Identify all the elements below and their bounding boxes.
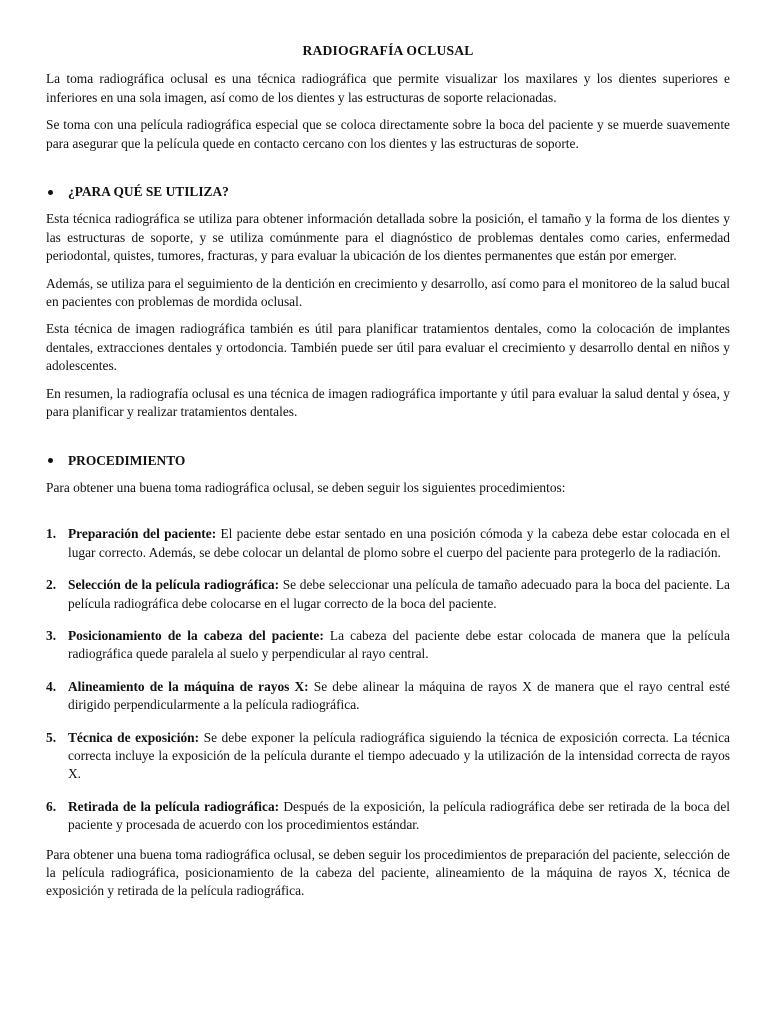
step-text: Después de la exposición, la película radiográfica debe ser retirada de la boca del paciente y procesada de acuerdo con los procedimientos estándar. (68, 798, 730, 833)
step-number: 4. (46, 678, 57, 694)
list-item (46, 576, 730, 613)
step-lead: Posicionamiento de la cabeza del paciente: (68, 627, 324, 643)
section-heading-label: ¿PARA QUÉ SE UTILIZA? (68, 184, 229, 200)
step-body (68, 798, 730, 835)
intro-paragraph: Se toma con una película radiográfica especial que se coloca directamente sobre la boca del paciente y se muerde suavemente para asegurar que la película quede en contacto cercano con los dientes y las estructuras de soporte. (46, 117, 730, 151)
list-item (46, 627, 730, 664)
step-body (68, 729, 730, 784)
section-heading-procedimiento (46, 452, 730, 470)
section-heading-uso (46, 183, 730, 201)
step-number: 5. (46, 729, 57, 745)
step-lead: Retirada de la película radiográfica: (68, 798, 280, 814)
procedure-intro: Para obtener una buena toma radiográfica oclusal, se deben seguir los siguientes procedimientos: (46, 479, 566, 495)
procedure-steps-list (46, 525, 730, 834)
intro-paragraph: La toma radiográfica oclusal es una técnica radiográfica que permite visualizar los maxilares y los dientes superiores e inferiores en una sola imagen, así como de los dientes y las estructuras de soporte relacionadas. (46, 71, 730, 105)
step-text: Se debe exponer la película radiográfica siguiendo la técnica de exposición correcta. La técnica correcta incluye la exposición de la película durante el tiempo adecuado y la utilización de la intensidad correcta de rayos X. (68, 729, 730, 782)
bullet-icon (48, 458, 53, 463)
conclusion-paragraph: Para obtener una buena toma radiográfica oclusal, se deben seguir los procedimientos de preparación del paciente, selección de la película radiográfica, posicionamiento de la cabeza del paciente, alineamiento de la máquina de rayos X, técnica de exposición y retirada de la película radiográfica. (46, 846, 730, 899)
body-paragraph: Además, se utiliza para el seguimiento de la dentición en crecimiento y desarrollo, así como para el monitoreo de la salud bucal en pacientes con problemas de mordida oclusal. (46, 275, 730, 310)
step-lead: Preparación del paciente: (68, 526, 217, 542)
list-item (46, 729, 730, 784)
list-item (46, 678, 730, 715)
step-lead: Selección de la película radiográfica: (68, 577, 280, 593)
document-title: RADIOGRAFÍA OCLUSAL (302, 43, 474, 58)
step-body (68, 576, 730, 613)
list-item (46, 525, 730, 562)
step-text: El paciente debe estar sentado en una posición cómoda y la cabeza debe estar colocada en el lugar correcto. Además, se debe colocar un delantal de plomo sobre el cuerpo del paciente para protegerlo de la radiación. (68, 526, 730, 560)
bullet-icon (48, 190, 53, 195)
step-body (68, 678, 730, 715)
step-number: 6. (46, 798, 57, 814)
step-lead: Técnica de exposición: (68, 729, 200, 745)
body-paragraph: Esta técnica de imagen radiográfica también es útil para planificar tratamientos dentales, como la colocación de implantes dentales, extracciones dentales y ortodoncia. También puede ser útil para evaluar el crecimiento y desarrollo dental en niños y adolescentes. (46, 321, 730, 374)
step-text: La cabeza del paciente debe estar colocada de manera que la película radiográfica quede paralela al suelo y perpendicular al rayo central. (68, 627, 730, 662)
step-lead: Alineamiento de la máquina de rayos X: (68, 678, 309, 694)
body-paragraph: Esta técnica radiográfica se utiliza para obtener información detallada sobre la posición, el tamaño y la forma de los dientes y las estructuras de soporte, y se utiliza comúnmente para el diagnóstico de problemas dentales como caries, enfermedad periodontal, quistes, tumores, fracturas, y para evaluar la ubicación de los dientes permanentes que están por emerger. (46, 211, 730, 264)
body-paragraph: En resumen, la radiografía oclusal es una técnica de imagen radiográfica importante y útil para evaluar la salud dental y ósea, y para planificar y realizar tratamientos dentales. (46, 385, 730, 420)
step-number: 2. (46, 577, 57, 593)
step-body (68, 627, 730, 664)
section-heading-label: PROCEDIMIENTO (68, 452, 186, 468)
step-body (68, 525, 730, 562)
step-number: 1. (46, 526, 57, 542)
list-item (46, 798, 730, 835)
step-text: Se debe alinear la máquina de rayos X de manera que el rayo central esté dirigido perpendicularmente a la película radiográfica. (68, 678, 730, 713)
step-text: Se debe seleccionar una película de tamaño adecuado para la boca del paciente. La película radiográfica debe colocarse en el lugar correcto de la boca del paciente. (68, 577, 730, 611)
step-number: 3. (46, 627, 57, 643)
